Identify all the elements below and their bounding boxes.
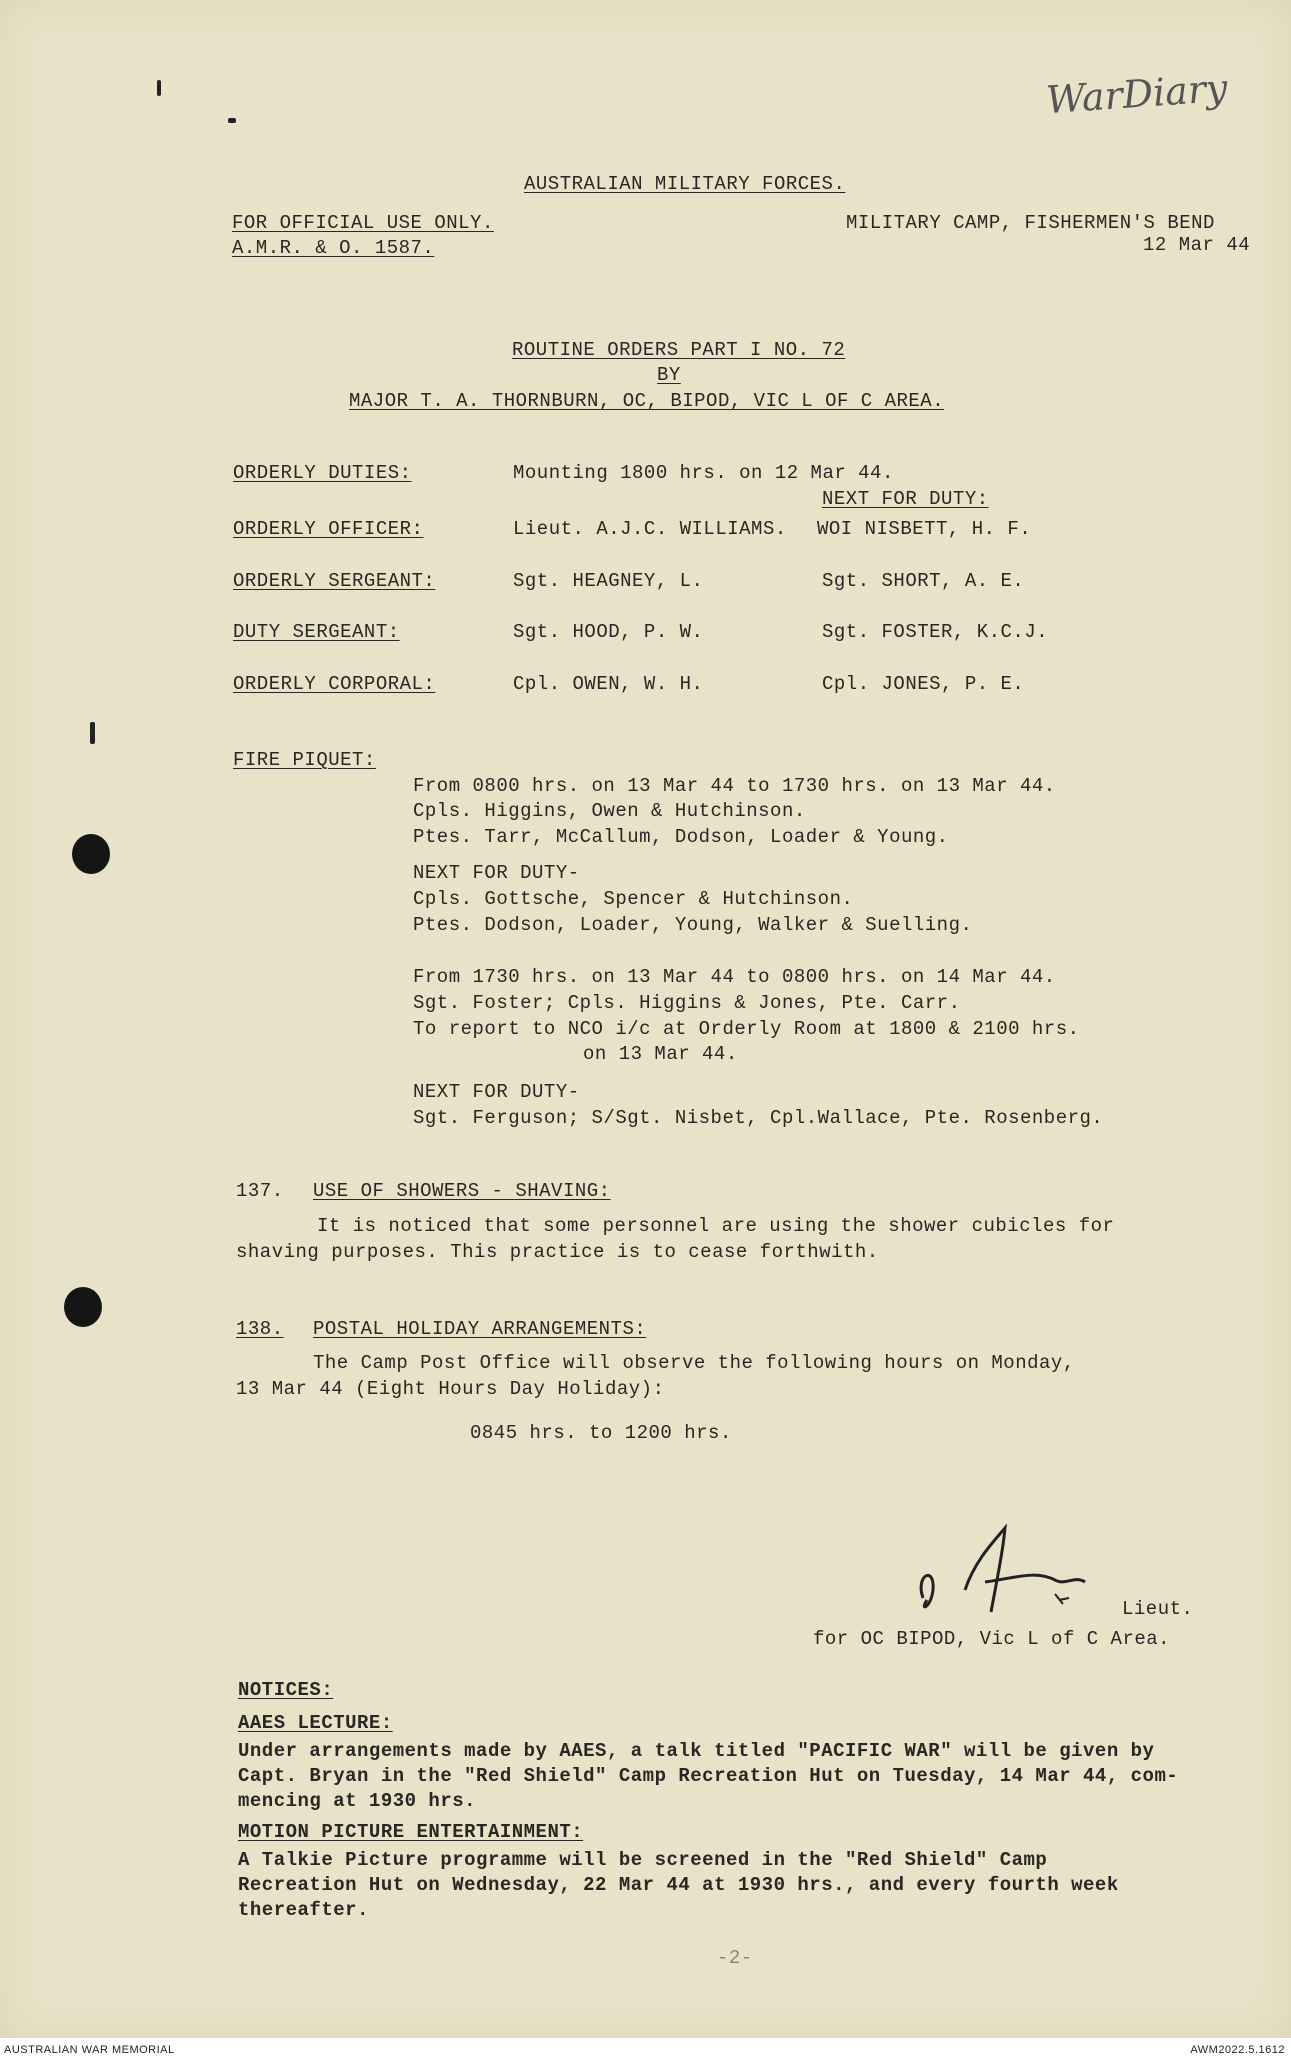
notice-body: mencing at 1930 hrs. xyxy=(238,1790,477,1812)
next-for-duty-label: NEXT FOR DUTY: xyxy=(822,488,989,510)
duty-current: Sgt. HEAGNEY, L. xyxy=(513,570,704,592)
page-marker: -2- xyxy=(717,1947,753,1969)
ink-mark xyxy=(228,118,236,123)
fire-piquet-line: From 1730 hrs. on 13 Mar 44 to 0800 hrs. on 14 Mar 44. xyxy=(413,966,1056,988)
document-title: AUSTRALIAN MILITARY FORCES. xyxy=(524,173,846,195)
handwritten-annotation: WarDiary xyxy=(1044,65,1229,123)
fire-piquet-line: Sgt. Ferguson; S/Sgt. Nisbet, Cpl.Wallace, Pte. Rosenberg. xyxy=(413,1107,1104,1129)
punch-hole-lower xyxy=(64,1287,102,1327)
notice-heading: AAES LECTURE: xyxy=(238,1712,393,1734)
duty-next: WOI NISBETT, H. F. xyxy=(817,518,1032,540)
duty-label: ORDERLY CORPORAL: xyxy=(233,673,436,695)
duty-current: Cpl. OWEN, W. H. xyxy=(513,673,704,695)
orders-by: BY xyxy=(657,364,681,386)
duty-next: Sgt. FOSTER, K.C.J. xyxy=(822,621,1049,643)
item-body: shaving purposes. This practice is to cease forthwith. xyxy=(236,1241,879,1263)
notices-heading: NOTICES: xyxy=(238,1679,334,1701)
fire-piquet-line: Ptes. Tarr, McCallum, Dodson, Loader & Young. xyxy=(413,826,949,848)
notice-body: Recreation Hut on Wednesday, 22 Mar 44 at 1930 hrs., and every fourth week xyxy=(238,1874,1119,1896)
location: MILITARY CAMP, FISHERMEN'S BEND xyxy=(846,212,1215,234)
duty-current: Mounting 1800 hrs. on 12 Mar 44. xyxy=(513,462,894,484)
item-body: 13 Mar 44 (Eight Hours Day Holiday): xyxy=(236,1378,665,1400)
fire-piquet-line: Sgt. Foster; Cpls. Higgins & Jones, Pte. Carr. xyxy=(413,992,961,1014)
document-date: 12 Mar 44 xyxy=(1143,234,1251,256)
punch-hole-upper xyxy=(72,834,110,874)
item-body: The Camp Post Office will observe the following hours on Monday, xyxy=(313,1352,1075,1374)
fire-piquet-label: FIRE PIQUET: xyxy=(233,749,376,771)
orders-title: ROUTINE ORDERS PART I NO. 72 xyxy=(512,339,846,361)
fire-piquet-line: To report to NCO i/c at Orderly Room at 1800 & 2100 hrs. xyxy=(413,1018,1080,1040)
duty-next: Cpl. JONES, P. E. xyxy=(822,673,1025,695)
notice-body: thereafter. xyxy=(238,1899,369,1921)
footer-credit: AUSTRALIAN WAR MEMORIAL xyxy=(4,2044,175,2056)
duty-current: Sgt. HOOD, P. W. xyxy=(513,621,704,643)
signature-scrawl xyxy=(905,1520,1125,1630)
item-body: It is noticed that some personnel are using the shower cubicles for xyxy=(317,1215,1115,1237)
duty-label: DUTY SERGEANT: xyxy=(233,621,400,643)
notice-heading: MOTION PICTURE ENTERTAINMENT: xyxy=(238,1821,584,1843)
fire-piquet-line: From 0800 hrs. on 13 Mar 44 to 1730 hrs. on 13 Mar 44. xyxy=(413,775,1056,797)
item-heading: POSTAL HOLIDAY ARRANGEMENTS: xyxy=(313,1318,647,1340)
fire-piquet-line: Ptes. Dodson, Loader, Young, Walker & Suelling. xyxy=(413,914,973,936)
notice-body: Under arrangements made by AAES, a talk titled "PACIFIC WAR" will be given by xyxy=(238,1740,1155,1762)
fire-piquet-line: NEXT FOR DUTY- xyxy=(413,1081,580,1103)
item-body: 0845 hrs. to 1200 hrs. xyxy=(470,1422,732,1444)
fire-piquet-line: Cpls. Higgins, Owen & Hutchinson. xyxy=(413,800,806,822)
regulation-reference: A.M.R. & O. 1587. xyxy=(232,237,435,259)
duty-label: ORDERLY OFFICER: xyxy=(233,518,424,540)
duty-current: Lieut. A.J.C. WILLIAMS. xyxy=(513,518,787,540)
item-number: 138. xyxy=(236,1318,284,1340)
fire-piquet-line: Cpls. Gottsche, Spencer & Hutchinson. xyxy=(413,888,854,910)
fire-piquet-line: on 13 Mar 44. xyxy=(583,1043,738,1065)
notice-body: A Talkie Picture programme will be screened in the "Red Shield" Camp xyxy=(238,1849,1048,1871)
orders-issuer: MAJOR T. A. THORNBURN, OC, BIPOD, VIC L OF C AREA. xyxy=(349,390,945,412)
duty-label: ORDERLY SERGEANT: xyxy=(233,570,436,592)
duty-label: ORDERLY DUTIES: xyxy=(233,462,412,484)
item-number: 137. xyxy=(236,1180,284,1202)
fire-piquet-line: NEXT FOR DUTY- xyxy=(413,862,580,884)
item-heading: USE OF SHOWERS - SHAVING: xyxy=(313,1180,611,1202)
notice-body: Capt. Bryan in the "Red Shield" Camp Recreation Hut on Tuesday, 14 Mar 44, com- xyxy=(238,1765,1179,1787)
footer-accession: AWM2022.5.1612 xyxy=(1190,2044,1285,2056)
signature-line: for OC BIPOD, Vic L of C Area. xyxy=(813,1628,1171,1650)
classification: FOR OFFICIAL USE ONLY. xyxy=(232,212,494,234)
signature-rank: Lieut. xyxy=(1122,1598,1194,1620)
ink-mark xyxy=(157,80,161,96)
duty-next: Sgt. SHORT, A. E. xyxy=(822,570,1025,592)
ink-mark xyxy=(90,722,95,744)
